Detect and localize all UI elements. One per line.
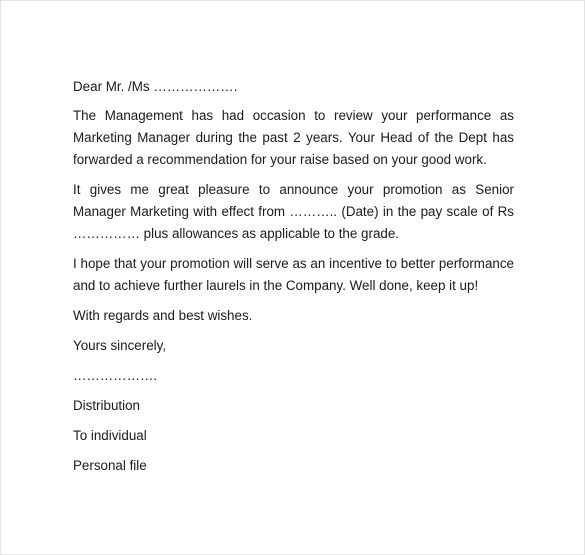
- signature-line: ……………….: [73, 368, 158, 383]
- distribution-item: Personal file: [73, 458, 147, 473]
- letter-greeting: Dear Mr. /Ms ……………….: [73, 79, 238, 94]
- letter-regards: With regards and best wishes.: [73, 308, 253, 323]
- letter-body: [73, 76, 514, 485]
- distribution-heading: Distribution: [73, 398, 140, 413]
- distribution-item: To individual: [73, 428, 147, 443]
- letter-paragraph: I hope that your promotion will serve as an incentive to better performance and to achieve further laurels in the Company. Well done, keep it up!: [73, 256, 514, 293]
- letter-paragraph: The Management has had occasion to review your performance as Marketing Manager during the past 2 years. Your Head of the Dept has forwarded a recommendation for your raise based on your good work.: [73, 108, 514, 167]
- letter-closing: Yours sincerely,: [73, 338, 167, 353]
- letter-paragraph: It gives me great pleasure to announce your promotion as Senior Manager Marketing with effect from ……….. (Date) in the pay scale of Rs …………… plus allowances as applicable to the grade.: [73, 182, 514, 241]
